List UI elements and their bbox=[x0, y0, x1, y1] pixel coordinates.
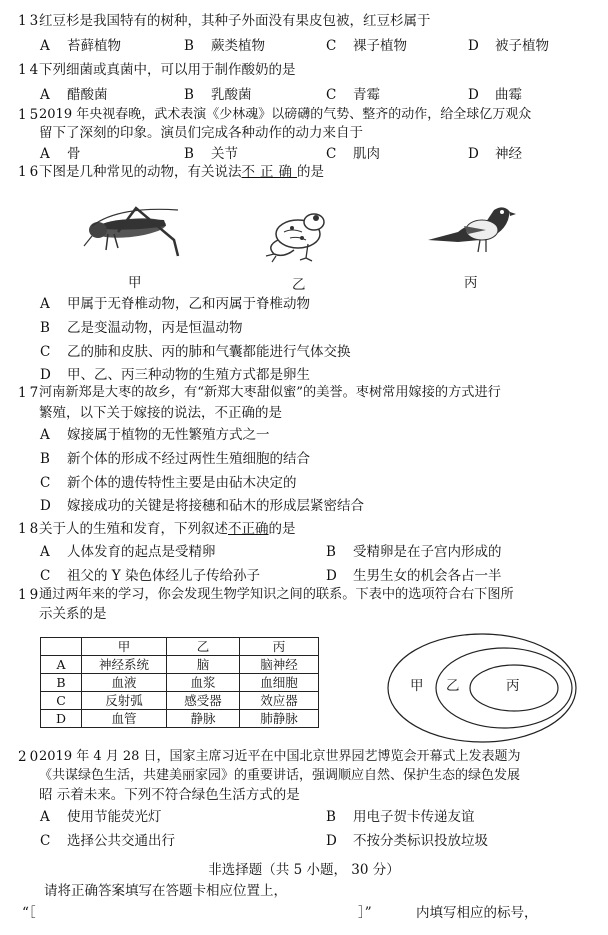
question-16-option-a[interactable]: A 甲属于无脊椎动物，乙和丙属于脊椎动物 bbox=[40, 296, 310, 312]
question-16-option-c[interactable]: C 乙的肺和皮肤、丙的肺和气囊都能进行气体交换 bbox=[40, 344, 351, 360]
question-number: 17 bbox=[18, 385, 42, 401]
option-d[interactable]: D 曲霉 bbox=[468, 87, 522, 103]
option-c[interactable]: C 祖父的 Y 染色体经儿子传给孙子 bbox=[40, 568, 260, 584]
question-16 bbox=[18, 161, 598, 183]
question-text: 下列细菌或真菌中，可以用于制作酸奶的是 bbox=[39, 62, 296, 78]
option-a[interactable]: A 骨 bbox=[40, 146, 81, 162]
option-c[interactable]: C 选择公共交通出行 bbox=[40, 833, 175, 849]
question-text: 红豆杉是我国特有的树种，其种子外面没有果皮包被，红豆杉属于 bbox=[39, 13, 431, 29]
question-15-line2 bbox=[18, 122, 598, 144]
question-text: 2019 年央视春晚，武术表演《少林魂》以磅礴的气势、整齐的动作，给全球亿万观众 bbox=[39, 107, 532, 122]
bracket-close: ］” bbox=[358, 905, 372, 921]
diagram-label-bing: 丙 bbox=[506, 678, 520, 694]
option-b[interactable]: B 蕨类植物 bbox=[184, 38, 265, 54]
diagram-label-yi: 乙 bbox=[446, 678, 460, 694]
question-number: 19 bbox=[18, 587, 42, 603]
question-number: 13 bbox=[18, 13, 42, 29]
grasshopper-image bbox=[78, 198, 188, 264]
question-text: 昭 示着未来。下列不符合绿色生活方式的是 bbox=[39, 787, 300, 803]
section-title: 非选择题（共 5 小题， 30 分） bbox=[208, 862, 400, 878]
question-17-line2 bbox=[18, 402, 598, 424]
question-17-option-c[interactable]: C 新个体的遗传特性主要是由砧木决定的 bbox=[40, 475, 297, 491]
question-17-option-a[interactable]: A 嫁接属于植物的无性繁殖方式之一 bbox=[40, 427, 270, 443]
option-b[interactable]: B 受精卵是在子宫内形成的 bbox=[326, 544, 502, 560]
question-text: 关于人的生殖和发育，下列叙述不正确的是 bbox=[39, 521, 296, 537]
question-19-line2 bbox=[18, 603, 598, 625]
section-instruction-2: “［ ］” 内填写相应的标号， bbox=[18, 902, 598, 924]
option-a[interactable]: A 人体发育的起点是受精卵 bbox=[40, 544, 216, 560]
question-18 bbox=[18, 518, 598, 540]
sparrow-image bbox=[424, 196, 516, 256]
section-instruction-1: 请将正确答案填写在答题卡相应位置上， bbox=[44, 883, 287, 899]
question-number: 15 bbox=[18, 107, 42, 123]
option-a[interactable]: A 苔藓植物 bbox=[40, 38, 121, 54]
question-text: 下图是几种常见的动物，有关说法不正确的是 bbox=[39, 164, 324, 180]
option-d[interactable]: D 被子植物 bbox=[468, 38, 549, 54]
animal-label-bing: 丙 bbox=[464, 275, 478, 291]
question-number: 16 bbox=[18, 164, 42, 180]
question-20-line3 bbox=[18, 784, 598, 806]
question-17 bbox=[18, 382, 598, 404]
option-a[interactable]: A 使用节能荧光灯 bbox=[40, 809, 162, 825]
question-text: 示关系的是 bbox=[39, 606, 107, 622]
option-d[interactable]: D 生男生女的机会各占一半 bbox=[326, 568, 502, 584]
option-b[interactable]: B 乳酸菌 bbox=[184, 87, 252, 103]
option-c[interactable]: C 肌肉 bbox=[326, 146, 380, 162]
options-table bbox=[40, 637, 319, 728]
question-14 bbox=[18, 59, 598, 81]
question-number: 20 bbox=[18, 749, 42, 765]
question-text: 通过两年来的学习，你会发现生物学知识之间的联系。下表中的选项符合右下图所 bbox=[39, 587, 514, 602]
question-16-option-d[interactable]: D 甲、乙、丙三种动物的生殖方式都是卵生 bbox=[40, 367, 310, 383]
table-row[interactable]: D 血管 静脉 肺静脉 bbox=[41, 710, 319, 728]
question-text: 留下了深刻的印象。演员们完成各种动作的动力来自于 bbox=[39, 125, 363, 141]
question-20-options-cd bbox=[18, 830, 598, 852]
option-b[interactable]: B 用电子贺卡传递友谊 bbox=[326, 809, 475, 825]
bracket-open: “［ bbox=[22, 905, 36, 921]
table-row[interactable]: A 神经系统 脑 脑神经 bbox=[41, 656, 319, 674]
question-18-options-ab bbox=[18, 541, 598, 563]
question-16-option-b[interactable]: B 乙是变温动物，丙是恒温动物 bbox=[40, 320, 243, 336]
question-20-options-ab bbox=[18, 806, 598, 828]
table-row[interactable]: B 血液 血浆 血细胞 bbox=[41, 674, 319, 692]
question-17-option-b[interactable]: B 新个体的形成不经过两性生殖细胞的结合 bbox=[40, 451, 310, 467]
question-number: 14 bbox=[18, 62, 42, 78]
question-text: 《共谋绿色生活，共建美丽家园》的重要讲话，强调顺应自然、保护生态的绿色发展 bbox=[39, 768, 521, 783]
emphasis-not-correct: 不正确 bbox=[228, 521, 269, 537]
question-number: 18 bbox=[18, 521, 42, 537]
option-a[interactable]: A 醋酸菌 bbox=[40, 87, 108, 103]
question-13 bbox=[18, 10, 598, 32]
table-header: 甲 乙 丙 bbox=[41, 638, 319, 656]
option-c[interactable]: C 裸子植物 bbox=[326, 38, 407, 54]
question-text: 河南新郑是大枣的故乡，有“新郑大枣甜似蜜”的美誉。枣树常用嫁接的方式进行 bbox=[39, 385, 501, 400]
question-17-option-d[interactable]: D 嫁接成功的关键是将接穗和砧木的形成层紧密结合 bbox=[40, 498, 364, 514]
diagram-label-jia: 甲 bbox=[410, 678, 424, 694]
animal-label-jia: 甲 bbox=[128, 275, 142, 291]
animal-label-yi: 乙 bbox=[292, 277, 306, 293]
option-b[interactable]: B 关节 bbox=[184, 146, 238, 162]
option-d[interactable]: D 神经 bbox=[468, 146, 522, 162]
question-text: 2019 年 4 月 28 日，国家主席习近平在中国北京世界园艺博览会开幕式上发表题为 bbox=[39, 749, 521, 764]
table-row[interactable]: C 反射弧 感受器 效应器 bbox=[41, 692, 319, 710]
option-c[interactable]: C 青霉 bbox=[326, 87, 380, 103]
frog-image bbox=[262, 206, 330, 264]
emphasis-not-correct: 不正确 bbox=[241, 164, 297, 180]
question-text: 繁殖，以下关于嫁接的说法，不正确的是 bbox=[39, 405, 282, 421]
question-13-options bbox=[18, 35, 598, 57]
question-14-options bbox=[18, 84, 598, 106]
option-d[interactable]: D 不按分类标识投放垃圾 bbox=[326, 833, 488, 849]
